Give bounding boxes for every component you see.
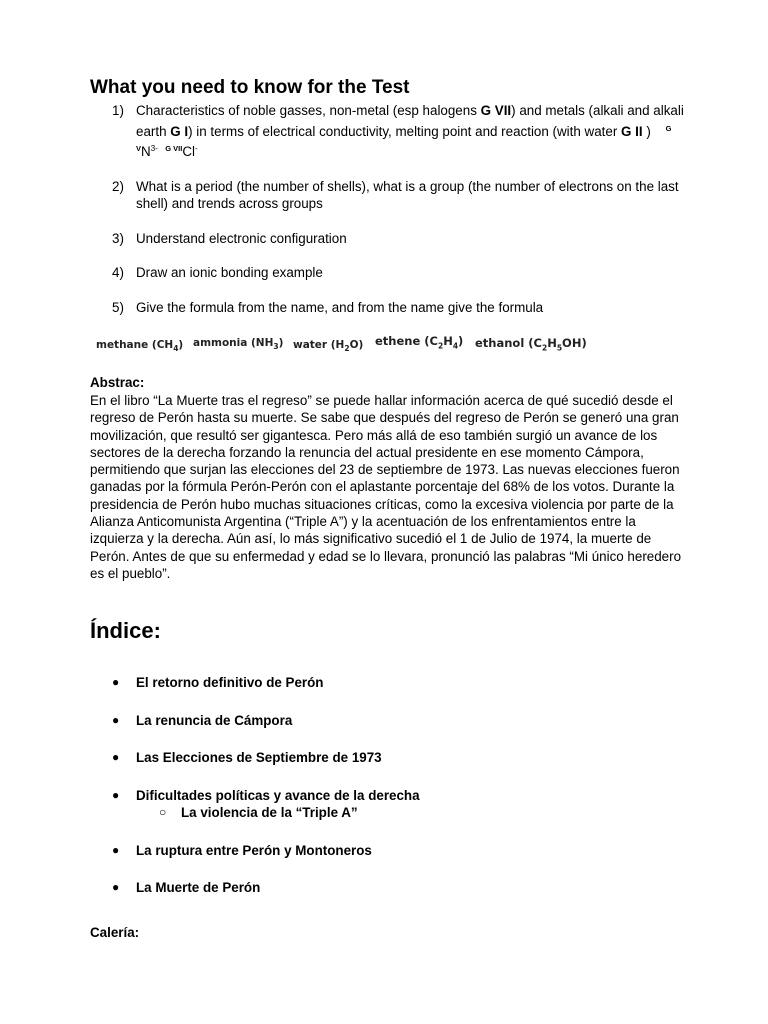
list-item-text: Understand electronic configuration [136, 230, 347, 246]
list-item-text: What is a period (the number of shells), what is a group (the number of electrons on the last shell) and trends across groups [136, 178, 679, 211]
chemical-formulas-row [96, 334, 656, 356]
list-item [112, 230, 684, 248]
group-label: G VII [480, 103, 512, 118]
bullet-icon: ● [112, 750, 120, 764]
list-number: 3) [112, 230, 124, 246]
list-item [112, 299, 684, 317]
nitrogen-ion: N [141, 144, 151, 159]
list-item-text: Give the formula from the name, and from the name give the formula [136, 299, 544, 315]
formula-water: water $(H_2O)$ [293, 339, 364, 354]
bullet-icon: ● [112, 675, 120, 689]
index-heading: Índice: [90, 618, 161, 643]
list-number: 1) [112, 103, 124, 118]
list-item-text: Draw an ionic bonding example [136, 265, 323, 280]
bullet-icon: ● [112, 880, 120, 894]
list-item [112, 264, 684, 282]
formula-ethene: ethene $(C_2H_4)$ [375, 334, 464, 351]
bullet-icon: ● [112, 787, 120, 802]
formula-ethanol: ethanol $(C_2H_5OH)$ [475, 336, 587, 353]
test-topics-list [112, 102, 684, 316]
list-number: 4) [112, 265, 124, 280]
formula-methane: methane $(CH_4)$ [96, 339, 184, 354]
ion-charge: - [195, 144, 198, 153]
page-title: What you need to know for the Test [90, 77, 410, 98]
group-label: G II [621, 123, 643, 139]
formula-ammonia: ammonia $(NH_3)$ [193, 337, 284, 352]
list-item: 1) Characteristics of noble gasses, non-metal (esp halogens G VII) and metals (alkali and alkali earth G I) in terms of electrical conductivity, melting point and reaction (with water G II ) $^{G V}N^{3-}$ $^{G VII}$Cl- [112, 103, 684, 159]
bullet-icon: ● [112, 842, 120, 857]
list-item [112, 178, 684, 213]
index-item: ● La renuncia de Cámpora [112, 712, 293, 728]
group-superscript: G V [136, 123, 672, 153]
index-item: ● El retorno definitivo de Perón [112, 675, 324, 690]
index-sublist [136, 804, 672, 822]
index-item: ● Las Elecciones de Septiembre de 1973 [112, 750, 382, 765]
index-list [112, 674, 672, 917]
index-subitem: ○ La violencia de la “Triple A” [159, 805, 358, 820]
group-label: G I [170, 123, 189, 139]
chloride-ion: Cl [182, 144, 196, 159]
abstract-text: En el libro “La Muerte tras el regreso” se puede hallar información acerca de qué sucedió desde el regreso de Perón hasta su muerte. Se sabe que después del regreso de Perón se generó una gran movilización, que resultó ser gigantesca. Pero más allá de eso también surgió un avance de los sectores de la derecha forzando la renuncia del actual presidente en ese momento Cámpora, permitiendo que surjan las elecciones del 23 de septiembre de 1973. Las nuevas elecciones fueron ganadas por la fórmula Perón-Perón con el aplastante porcentaje del 68% de los votos. Durante la presidencia de Perón hubo muchas situaciones críticas, como la excesiva violencia por parte de la Alianza Anticomunista Argentina (“Triple A”) y la acentuación de los enfrentamientos entre la izquierza y la derecha. Aún así, lo más significativo sucedió el 1 de Julio de 1974, la muerte de Perón. Antes de que su enfermedad y edad se lo llevara, pronunció las palabras “Mi único heredero es el pueblo”. [90, 393, 682, 581]
index-item: ● Dificultades políticas y avance de la derecha ○ La violencia de la “Triple A” [112, 787, 672, 822]
index-item: ● La ruptura entre Perón y Montoneros [112, 842, 372, 858]
ion-charge: 3- [150, 144, 158, 153]
bullet-icon: ● [112, 712, 120, 727]
caleria-label: Calería: [90, 925, 140, 940]
list-number: 2) [112, 178, 124, 194]
circle-bullet-icon: ○ [159, 805, 167, 819]
list-number: 5) [112, 299, 124, 315]
index-item: ● La Muerte de Perón [112, 880, 261, 895]
group-superscript: G VII [165, 144, 183, 153]
abstract-label: Abstrac: [90, 375, 145, 390]
